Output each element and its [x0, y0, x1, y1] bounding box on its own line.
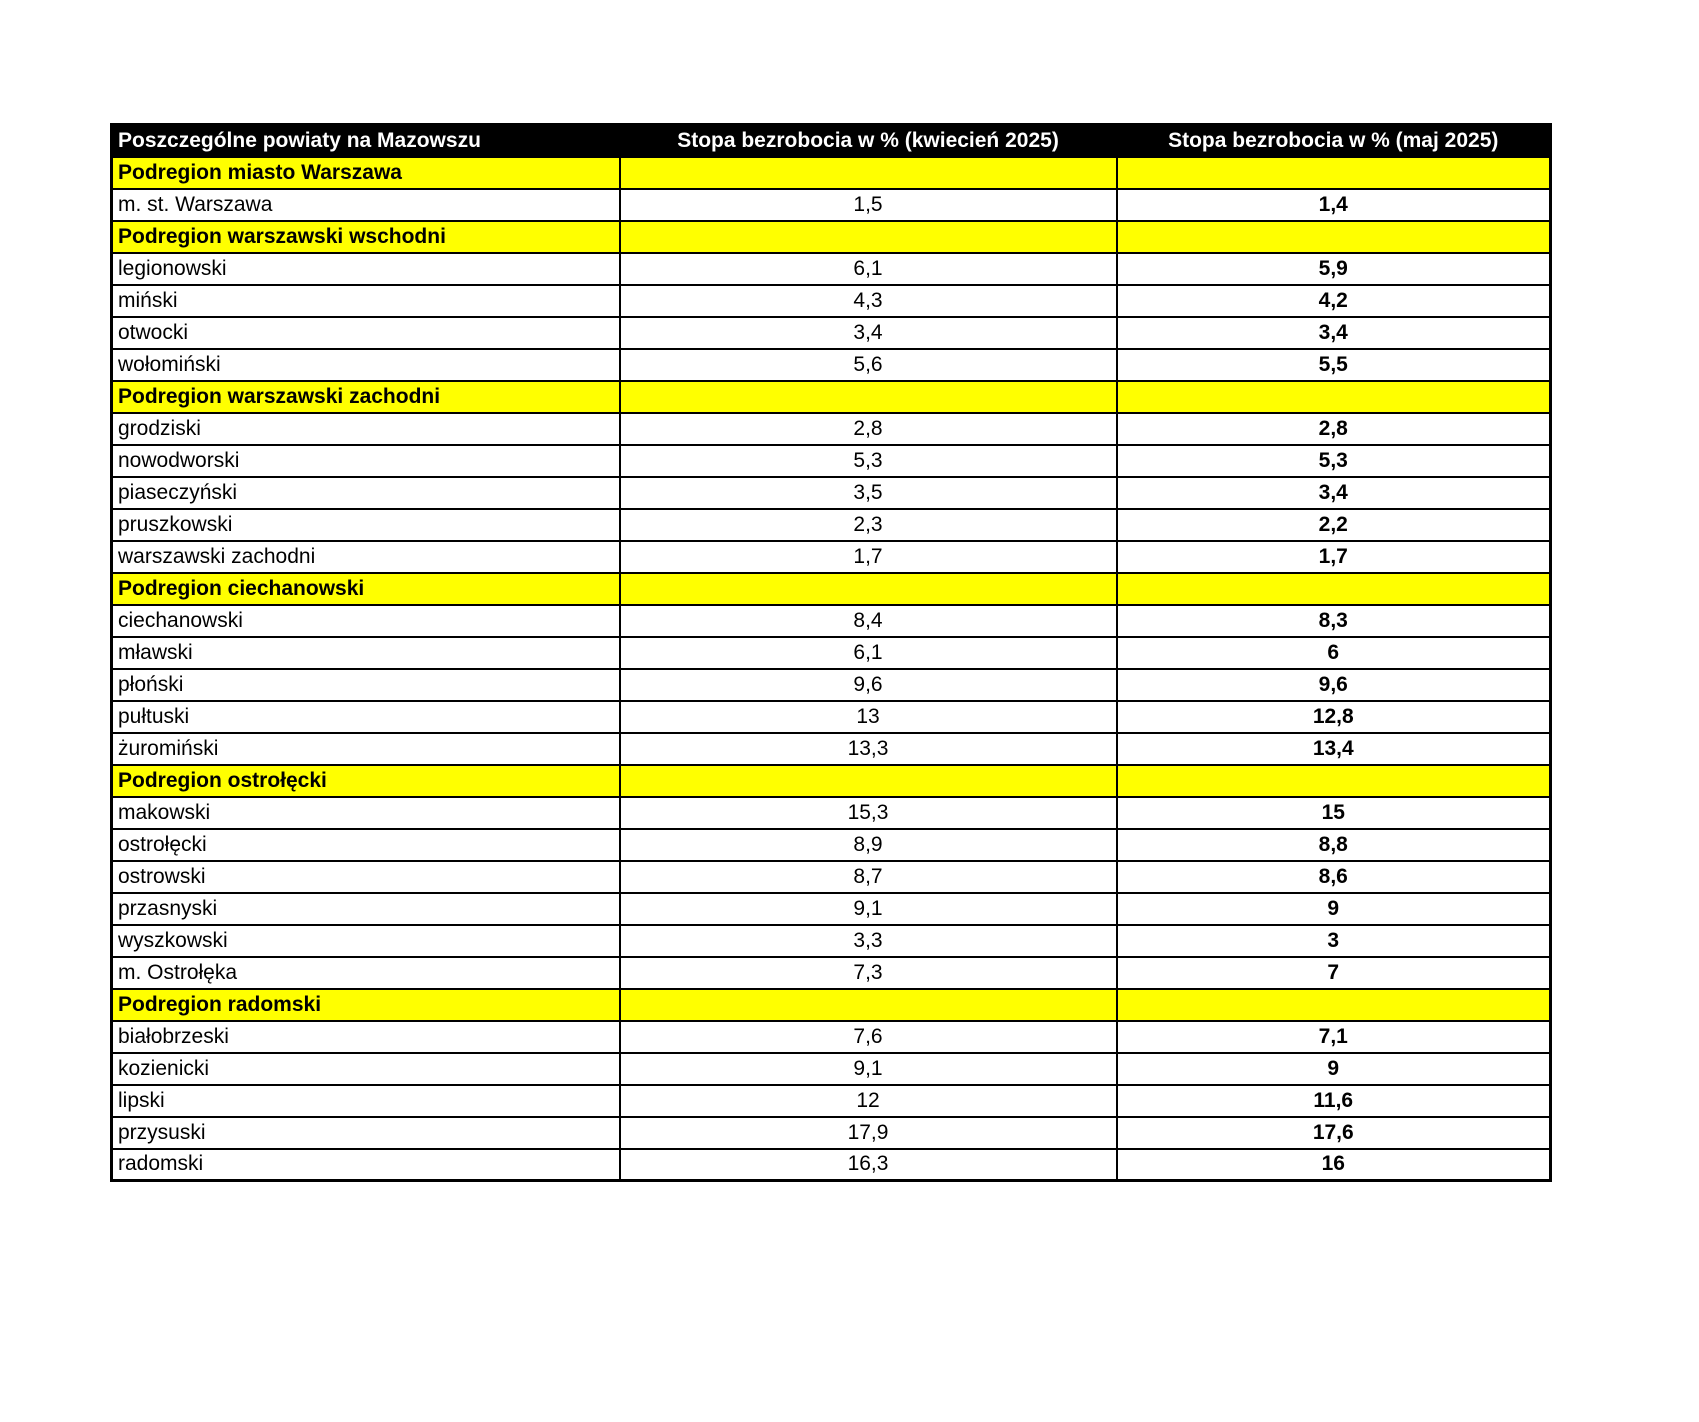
county-cell: ostrowski [112, 861, 620, 893]
may-value-cell: 3,4 [1117, 317, 1551, 349]
april-value-cell: 15,3 [620, 797, 1117, 829]
may-value-cell: 16 [1117, 1149, 1551, 1181]
county-cell: piaseczyński [112, 477, 620, 509]
county-cell: ostrołęcki [112, 829, 620, 861]
county-cell: legionowski [112, 253, 620, 285]
unemployment-table [110, 123, 1552, 1182]
may-value-cell: 13,4 [1117, 733, 1551, 765]
may-value-cell: 11,6 [1117, 1085, 1551, 1117]
section-row [112, 157, 1551, 189]
section-row [112, 221, 1551, 253]
section-row [112, 381, 1551, 413]
may-value-cell: 12,8 [1117, 701, 1551, 733]
section-label: Podregion ostrołęcki [112, 765, 620, 797]
table-row [112, 1085, 1551, 1117]
table-row [112, 829, 1551, 861]
april-value-cell: 5,6 [620, 349, 1117, 381]
section-spacer-cell [1117, 157, 1551, 189]
may-value-cell: 3 [1117, 925, 1551, 957]
april-value-cell: 2,8 [620, 413, 1117, 445]
county-cell: nowodworski [112, 445, 620, 477]
section-row [112, 989, 1551, 1021]
county-cell: makowski [112, 797, 620, 829]
county-cell: ciechanowski [112, 605, 620, 637]
county-cell: pułtuski [112, 701, 620, 733]
county-cell: otwocki [112, 317, 620, 349]
county-cell: żuromiński [112, 733, 620, 765]
table-row [112, 637, 1551, 669]
april-value-cell: 6,1 [620, 637, 1117, 669]
april-value-cell: 13 [620, 701, 1117, 733]
section-row [112, 765, 1551, 797]
section-spacer-cell [620, 157, 1117, 189]
may-value-cell: 9 [1117, 1053, 1551, 1085]
table-row [112, 1053, 1551, 1085]
table-row [112, 509, 1551, 541]
may-value-cell: 1,7 [1117, 541, 1551, 573]
april-value-cell: 5,3 [620, 445, 1117, 477]
county-cell: m. Ostrołęka [112, 957, 620, 989]
april-value-cell: 9,1 [620, 893, 1117, 925]
header-row [112, 125, 1551, 157]
april-value-cell: 9,6 [620, 669, 1117, 701]
header-may-column: Stopa bezrobocia w % (maj 2025) [1117, 125, 1551, 157]
section-spacer-cell [1117, 573, 1551, 605]
county-cell: miński [112, 285, 620, 317]
section-spacer-cell [620, 989, 1117, 1021]
april-value-cell: 4,3 [620, 285, 1117, 317]
section-spacer-cell [620, 573, 1117, 605]
april-value-cell: 3,5 [620, 477, 1117, 509]
county-cell: wyszkowski [112, 925, 620, 957]
county-cell: kozienicki [112, 1053, 620, 1085]
april-value-cell: 9,1 [620, 1053, 1117, 1085]
may-value-cell: 5,3 [1117, 445, 1551, 477]
april-value-cell: 7,3 [620, 957, 1117, 989]
may-value-cell: 9,6 [1117, 669, 1551, 701]
may-value-cell: 7 [1117, 957, 1551, 989]
april-value-cell: 3,4 [620, 317, 1117, 349]
section-label: Podregion ciechanowski [112, 573, 620, 605]
header-county-column: Poszczególne powiaty na Mazowszu [112, 125, 620, 157]
april-value-cell: 8,7 [620, 861, 1117, 893]
may-value-cell: 8,6 [1117, 861, 1551, 893]
table-row [112, 669, 1551, 701]
may-value-cell: 3,4 [1117, 477, 1551, 509]
may-value-cell: 2,2 [1117, 509, 1551, 541]
table-row [112, 285, 1551, 317]
county-cell: grodziski [112, 413, 620, 445]
county-cell: przysuski [112, 1117, 620, 1149]
section-spacer-cell [1117, 765, 1551, 797]
county-cell: warszawski zachodni [112, 541, 620, 573]
table-row [112, 861, 1551, 893]
april-value-cell: 1,5 [620, 189, 1117, 221]
county-cell: lipski [112, 1085, 620, 1117]
may-value-cell: 8,8 [1117, 829, 1551, 861]
april-value-cell: 6,1 [620, 253, 1117, 285]
april-value-cell: 1,7 [620, 541, 1117, 573]
table-row [112, 733, 1551, 765]
county-cell: wołomiński [112, 349, 620, 381]
county-cell: m. st. Warszawa [112, 189, 620, 221]
section-spacer-cell [620, 381, 1117, 413]
table-row [112, 317, 1551, 349]
may-value-cell: 4,2 [1117, 285, 1551, 317]
april-value-cell: 17,9 [620, 1117, 1117, 1149]
unemployment-table-container [110, 123, 1552, 1182]
may-value-cell: 1,4 [1117, 189, 1551, 221]
table-row [112, 253, 1551, 285]
may-value-cell: 9 [1117, 893, 1551, 925]
may-value-cell: 6 [1117, 637, 1551, 669]
section-spacer-cell [1117, 989, 1551, 1021]
april-value-cell: 16,3 [620, 1149, 1117, 1181]
may-value-cell: 2,8 [1117, 413, 1551, 445]
section-label: Podregion warszawski zachodni [112, 381, 620, 413]
may-value-cell: 17,6 [1117, 1117, 1551, 1149]
may-value-cell: 15 [1117, 797, 1551, 829]
table-row [112, 189, 1551, 221]
may-value-cell: 7,1 [1117, 1021, 1551, 1053]
april-value-cell: 3,3 [620, 925, 1117, 957]
april-value-cell: 2,3 [620, 509, 1117, 541]
table-row [112, 893, 1551, 925]
section-label: Podregion radomski [112, 989, 620, 1021]
table-row [112, 1021, 1551, 1053]
county-cell: mławski [112, 637, 620, 669]
table-row [112, 1149, 1551, 1181]
table-row [112, 605, 1551, 637]
section-spacer-cell [620, 765, 1117, 797]
section-label: Podregion warszawski wschodni [112, 221, 620, 253]
april-value-cell: 12 [620, 1085, 1117, 1117]
county-cell: białobrzeski [112, 1021, 620, 1053]
table-row [112, 349, 1551, 381]
county-cell: przasnyski [112, 893, 620, 925]
section-spacer-cell [1117, 381, 1551, 413]
county-cell: płoński [112, 669, 620, 701]
table-row [112, 925, 1551, 957]
section-label: Podregion miasto Warszawa [112, 157, 620, 189]
may-value-cell: 5,5 [1117, 349, 1551, 381]
april-value-cell: 8,9 [620, 829, 1117, 861]
county-cell: pruszkowski [112, 509, 620, 541]
table-row [112, 957, 1551, 989]
section-row [112, 573, 1551, 605]
table-row [112, 541, 1551, 573]
table-row [112, 701, 1551, 733]
table-row [112, 1117, 1551, 1149]
section-spacer-cell [620, 221, 1117, 253]
county-cell: radomski [112, 1149, 620, 1181]
section-spacer-cell [1117, 221, 1551, 253]
table-row [112, 413, 1551, 445]
april-value-cell: 13,3 [620, 733, 1117, 765]
table-row [112, 445, 1551, 477]
table-row [112, 797, 1551, 829]
may-value-cell: 5,9 [1117, 253, 1551, 285]
header-april-column: Stopa bezrobocia w % (kwiecień 2025) [620, 125, 1117, 157]
may-value-cell: 8,3 [1117, 605, 1551, 637]
table-row [112, 477, 1551, 509]
april-value-cell: 7,6 [620, 1021, 1117, 1053]
april-value-cell: 8,4 [620, 605, 1117, 637]
